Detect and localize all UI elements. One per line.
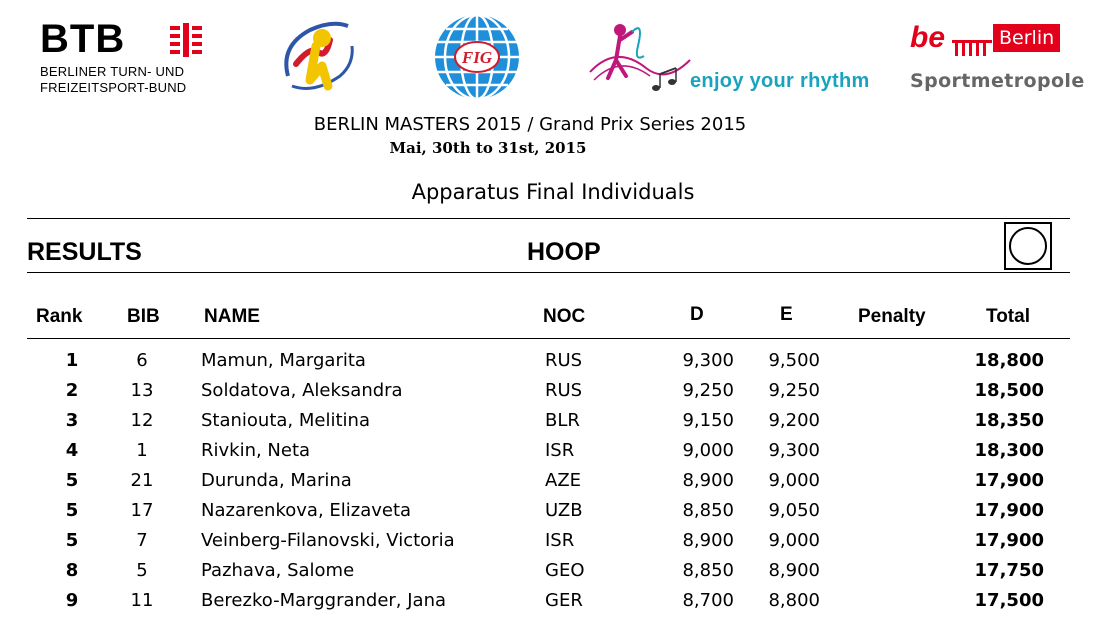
cell-total: 17,750: [974, 560, 1044, 581]
cell-noc: RUS: [545, 380, 583, 401]
cell-e: 9,000: [768, 470, 820, 491]
cell-rank: 3: [65, 410, 79, 431]
header-divider: [27, 338, 1070, 339]
berlin-label-box: Berlin: [993, 24, 1060, 52]
final-title: Apparatus Final Individuals: [411, 180, 695, 204]
table-row: [0, 407, 1101, 437]
cell-name: Durunda, Marina: [201, 470, 352, 491]
btb-emblem-icon: [168, 23, 204, 57]
hoop-circle: [1009, 227, 1047, 265]
cell-name: Rivkin, Neta: [201, 440, 311, 461]
results-heading: RESULTS: [27, 238, 142, 266]
berlin-logo: [908, 21, 1085, 102]
btb-logo-line1: BERLINER TURN- UND: [40, 64, 185, 79]
cell-e: 9,050: [768, 500, 820, 521]
fig-globe-logo-icon: [432, 12, 522, 102]
cell-d: 9,150: [682, 410, 734, 431]
cell-name: Soldatova, Aleksandra: [201, 380, 403, 401]
cell-noc: RUS: [545, 350, 583, 371]
cell-noc: ISR: [545, 530, 575, 551]
cell-noc: GER: [545, 590, 583, 611]
cell-e: 9,500: [768, 350, 820, 371]
table-row: [0, 497, 1101, 527]
table-row: [0, 377, 1101, 407]
cell-bib: 12: [130, 410, 154, 431]
cell-noc: AZE: [545, 470, 582, 491]
cell-noc: UZB: [545, 500, 583, 521]
cell-total: 18,500: [974, 380, 1044, 401]
be-bars-icon: [952, 36, 992, 56]
fig-label: FIG: [461, 48, 493, 67]
btb-logo-word: BTB: [40, 17, 126, 61]
cell-total: 17,500: [974, 590, 1044, 611]
table-row: [0, 557, 1101, 587]
header-total: Total: [986, 306, 1030, 327]
cell-bib: 11: [130, 590, 154, 611]
header-noc: NOC: [543, 306, 586, 327]
cell-d: 9,250: [682, 380, 734, 401]
cell-name: Pazhava, Salome: [201, 560, 355, 581]
cell-total: 18,350: [974, 410, 1044, 431]
cell-total: 17,900: [974, 500, 1044, 521]
results-table-body: [0, 347, 1101, 617]
cell-e: 8,900: [768, 560, 820, 581]
table-row: [0, 587, 1101, 617]
cell-rank: 5: [65, 470, 79, 491]
cell-noc: BLR: [545, 410, 580, 431]
cell-noc: ISR: [545, 440, 575, 461]
table-row: [0, 527, 1101, 557]
enjoy-rhythm-logo-icon: [586, 16, 696, 100]
cell-d: 9,000: [682, 440, 734, 461]
cell-d: 8,900: [682, 530, 734, 551]
top-divider: [27, 218, 1070, 219]
hoop-icon: [1004, 222, 1052, 270]
table-row: [0, 437, 1101, 467]
cell-d: 8,900: [682, 470, 734, 491]
cell-name: Staniouta, Melitina: [201, 410, 370, 431]
cell-d: 8,850: [682, 500, 734, 521]
cell-bib: 7: [136, 530, 148, 551]
header-name: NAME: [204, 306, 260, 327]
sportmetropole-tagline: Sportmetropole: [910, 70, 1085, 92]
cell-noc: GEO: [545, 560, 585, 581]
cell-total: 18,300: [974, 440, 1044, 461]
cell-rank: 2: [65, 380, 79, 401]
header-d: D: [690, 304, 704, 325]
gymnast-logo-icon: [270, 16, 360, 100]
cell-name: Veinberg-Filanovski, Victoria: [201, 530, 455, 551]
header-bib: BIB: [127, 306, 160, 327]
cell-d: 8,850: [682, 560, 734, 581]
cell-rank: 5: [65, 530, 79, 551]
cell-rank: 1: [65, 350, 79, 371]
cell-e: 9,000: [768, 530, 820, 551]
section-divider: [27, 272, 1070, 273]
cell-d: 9,300: [682, 350, 734, 371]
cell-bib: 21: [130, 470, 154, 491]
cell-d: 8,700: [682, 590, 734, 611]
cell-rank: 9: [65, 590, 79, 611]
enjoy-rhythm-slogan: enjoy your rhythm: [690, 70, 870, 92]
cell-rank: 5: [65, 500, 79, 521]
be-logo-word: be: [910, 21, 946, 54]
btb-logo-line2: FREIZEITSPORT-BUND: [40, 80, 187, 95]
cell-name: Mamun, Margarita: [201, 350, 366, 371]
cell-e: 9,250: [768, 380, 820, 401]
btb-logo: [40, 18, 215, 98]
cell-bib: 17: [130, 500, 154, 521]
table-row: [0, 467, 1101, 497]
header-rank: Rank: [36, 306, 83, 327]
header-e: E: [780, 304, 793, 325]
table-row: [0, 347, 1101, 377]
cell-rank: 8: [65, 560, 79, 581]
cell-rank: 4: [65, 440, 79, 461]
cell-bib: 13: [130, 380, 154, 401]
cell-total: 18,800: [974, 350, 1044, 371]
cell-e: 9,300: [768, 440, 820, 461]
cell-name: Nazarenkova, Elizaveta: [201, 500, 412, 521]
cell-bib: 6: [136, 350, 148, 371]
apparatus-heading: HOOP: [527, 238, 601, 266]
cell-bib: 1: [136, 440, 148, 461]
cell-e: 8,800: [768, 590, 820, 611]
header-penalty: Penalty: [858, 306, 926, 327]
cell-bib: 5: [136, 560, 148, 581]
cell-name: Berezko-Marggrander, Jana: [201, 590, 447, 611]
cell-total: 17,900: [974, 530, 1044, 551]
cell-e: 9,200: [768, 410, 820, 431]
cell-total: 17,900: [974, 470, 1044, 491]
event-title: BERLIN MASTERS 2015 / Grand Prix Series 2015: [313, 114, 747, 135]
event-dates: Mai, 30th to 31st, 2015: [389, 139, 587, 157]
